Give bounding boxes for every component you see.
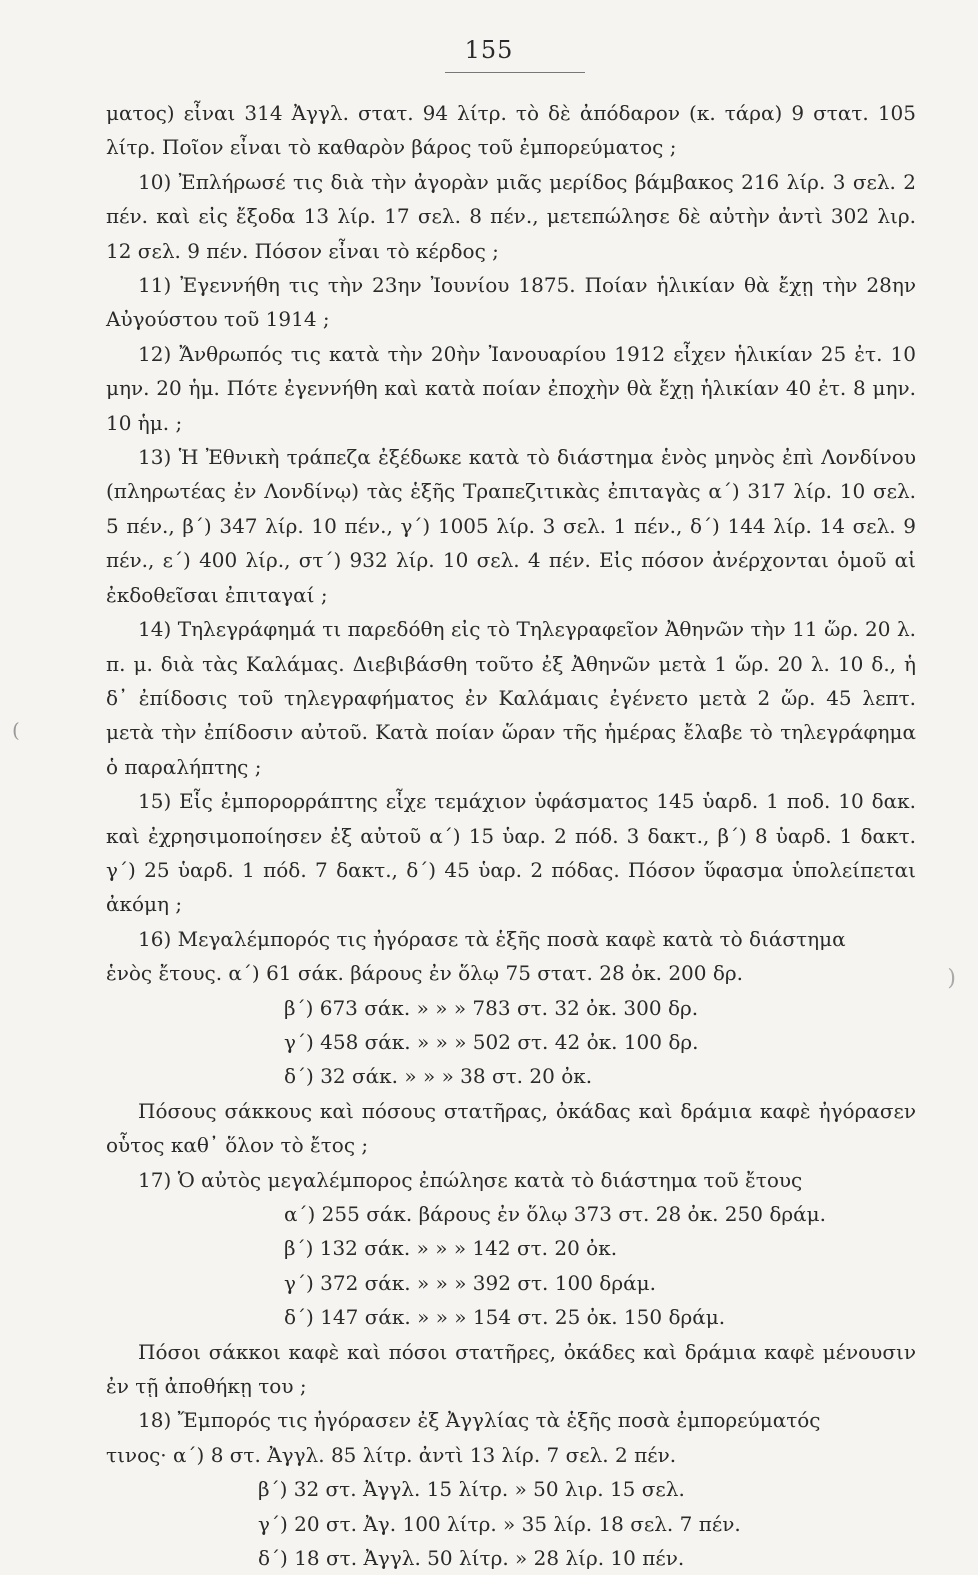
problem-18-intro: 18) Ἔμπορός τις ἠγόρασεν ἐξ Ἀγγλίας τὰ ἑξῆς ποσὰ ἐμπορεύματός <box>138 1408 821 1433</box>
problem-13: 13) Ἡ Ἐθνικὴ τράπεζα ἐξέδωκε κατὰ τὸ διάστημα ἑνὸς μηνὸς ἐπὶ Λονδίνου (πληρωτέας ἐν Λονδίνῳ) τὰς ἑξῆς Τραπεζιτικὰς ἐπιταγὰς α΄) 317 λίρ. 10 σελ. 5 πέν., β΄) 347 λίρ. 10 πέν., γ΄) 1005 λίρ. 3 σελ. 1 πέν., δ΄) 144 λίρ. 14 σελ. 9 πέν., ε΄) 400 λίρ., στ΄) 932 λίρ. 10 σελ. 4 πέν. Εἰς πόσον ἀνέρχονται ὁμοῦ αἱ ἐκδοθεῖσαι ἐπιταγαί ; <box>106 445 916 607</box>
right-margin-mark: ) <box>947 966 956 991</box>
problem-18-line-b: β΄) 32 στ. Ἀγγλ. 15 λίτρ. » 50 λιρ. 15 σελ. <box>258 1477 685 1502</box>
problem-15: 15) Εἷς ἐμπορορράπτης εἶχε τεμάχιον ὑφάσματος 145 ὑαρδ. 1 ποδ. 10 δακ. καὶ ἐχρησιμοποίησεν ἐξ αὐτοῦ α΄) 15 ὑαρ. 2 πόδ. 3 δακτ., β΄) 8 ὑαρδ. 1 δακτ. γ΄) 25 ὑαρδ. 1 πόδ. 7 δακτ., δ΄) 45 ὑαρ. 2 πόδας. Πόσον ὕφασμα ὑπολείπεται ἀκόμη ; <box>106 789 916 917</box>
problem-18-line-c: γ΄) 20 στ. Ἀγ. 100 λίτρ. » 35 λίρ. 18 σελ. 7 πέν. <box>258 1511 741 1536</box>
problem-17-line-d: δ΄) 147 σάκ. » » » 154 στ. 25 ὀκ. 150 δράμ. <box>284 1305 726 1330</box>
left-margin-mark: ( <box>12 718 20 742</box>
page-number: 155 <box>464 36 514 64</box>
problem-16-line-d: δ΄) 32 σάκ. » » » 38 στ. 20 ὀκ. <box>284 1064 593 1089</box>
problem-18-line-a: τινος· α΄) 8 στ. Ἀγγλ. 85 λίτρ. ἀντὶ 13 λίρ. 7 σελ. 2 πέν. <box>106 1442 677 1467</box>
body-text <box>106 96 916 1575</box>
problem-17-line-c: γ΄) 372 σάκ. » » » 392 στ. 100 δράμ. <box>284 1270 656 1295</box>
problem-11: 11) Ἐγεννήθη τις τὴν 23ην Ἰουνίου 1875. Ποίαν ἡλικίαν θὰ ἔχῃ τὴν 28ην Αὐγούστου τοῦ 1914 ; <box>106 273 916 332</box>
problem-16-question: Πόσους σάκκους καὶ πόσους στατῆρας, ὀκάδας καὶ δράμια καφὲ ἠγόρασεν οὗτος καθ᾽ ὅλον τὸ ἔτος ; <box>106 1098 916 1158</box>
header-rule <box>445 72 585 73</box>
problem-16-line-a: ἑνὸς ἔτους. α΄) 61 σάκ. βάρους ἐν ὅλῳ 75 στατ. 28 ὀκ. 200 δρ. <box>106 961 744 986</box>
problem-14: 14) Τηλεγράφημά τι παρεδόθη εἰς τὸ Τηλεγραφεῖον Ἀθηνῶν τὴν 11 ὥρ. 20 λ. π. μ. διὰ τὰς Καλάμας. Διεβιβάσθη τοῦτο ἐξ Ἀθηνῶν μετὰ 1 ὥρ. 20 λ. 10 δ., ἡ δ᾽ ἐπίδοσις τοῦ τηλεγραφήματος ἐν Καλάμαις ἐγένετο μετὰ 2 ὥρ. 45 λεπτ. μετὰ τὴν ἐπίδοσιν αὐτοῦ. Κατὰ ποίαν ὥραν τῆς ἡμέρας ἔλαβε τὸ τηλεγράφημα ὁ παραλήπτης ; <box>106 617 916 779</box>
problem-16-intro: 16) Μεγαλέμπορός τις ἠγόρασε τὰ ἑξῆς ποσὰ καφὲ κατὰ τὸ διάστημα <box>138 926 846 951</box>
problem-17-line-b: β΄) 132 σάκ. » » » 142 στ. 20 ὀκ. <box>284 1236 618 1261</box>
problem-10: 10) Ἐπλήρωσέ τις διὰ τὴν ἀγορὰν μιᾶς μερίδος βάμβακος 216 λίρ. 3 σελ. 2 πέν. καὶ εἰς ἔξοδα 13 λίρ. 17 σελ. 8 πέν., μετεπώλησε δὲ αὐτὴν ἀντὶ 302 λιρ. 12 σελ. 9 πέν. Πόσον εἶναι τὸ κέρδος ; <box>106 169 916 263</box>
problem-17-line-a: α΄) 255 σάκ. βάρους ἐν ὅλῳ 373 στ. 28 ὀκ. 250 δράμ. <box>284 1201 827 1226</box>
problem-18-line-d: δ΄) 18 στ. Ἀγγλ. 50 λίτρ. » 28 λίρ. 10 πέν. <box>258 1545 685 1570</box>
problem-16-line-b: β΄) 673 σάκ. » » » 783 στ. 32 ὀκ. 300 δρ. <box>284 995 699 1020</box>
problem-17-question: Πόσοι σάκκοι καφὲ καὶ πόσοι στατῆρες, ὀκάδες καὶ δράμια καφὲ μένουσιν ἐν τῇ ἀποθήκῃ του ; <box>106 1339 916 1398</box>
problem-17-intro: 17) Ὁ αὐτὸς μεγαλέμπορος ἐπώλησε κατὰ τὸ διάστημα τοῦ ἔτους <box>138 1167 803 1192</box>
problem-16-line-c: γ΄) 458 σάκ. » » » 502 στ. 42 ὀκ. 100 δρ. <box>284 1029 699 1054</box>
paragraph-9-end: ματος) εἶναι 314 Ἀγγλ. στατ. 94 λίτρ. τὸ δὲ ἀπόδαρον (κ. τάρα) 9 στατ. 105 λίτρ. Ποῖον εἶναι τὸ καθαρὸν βάρος τοῦ ἐμπορεύματος ; <box>106 101 916 160</box>
problem-12: 12) Ἄνθρωπός τις κατὰ τὴν 20ὴν Ἰανουαρίου 1912 εἶχεν ἡλικίαν 25 ἐτ. 10 μην. 20 ἡμ. Πότε ἐγεννήθη καὶ κατὰ ποίαν ἐποχὴν θὰ ἔχῃ ἡλικίαν 40 ἐτ. 8 μην. 10 ἡμ. ; <box>106 341 916 435</box>
